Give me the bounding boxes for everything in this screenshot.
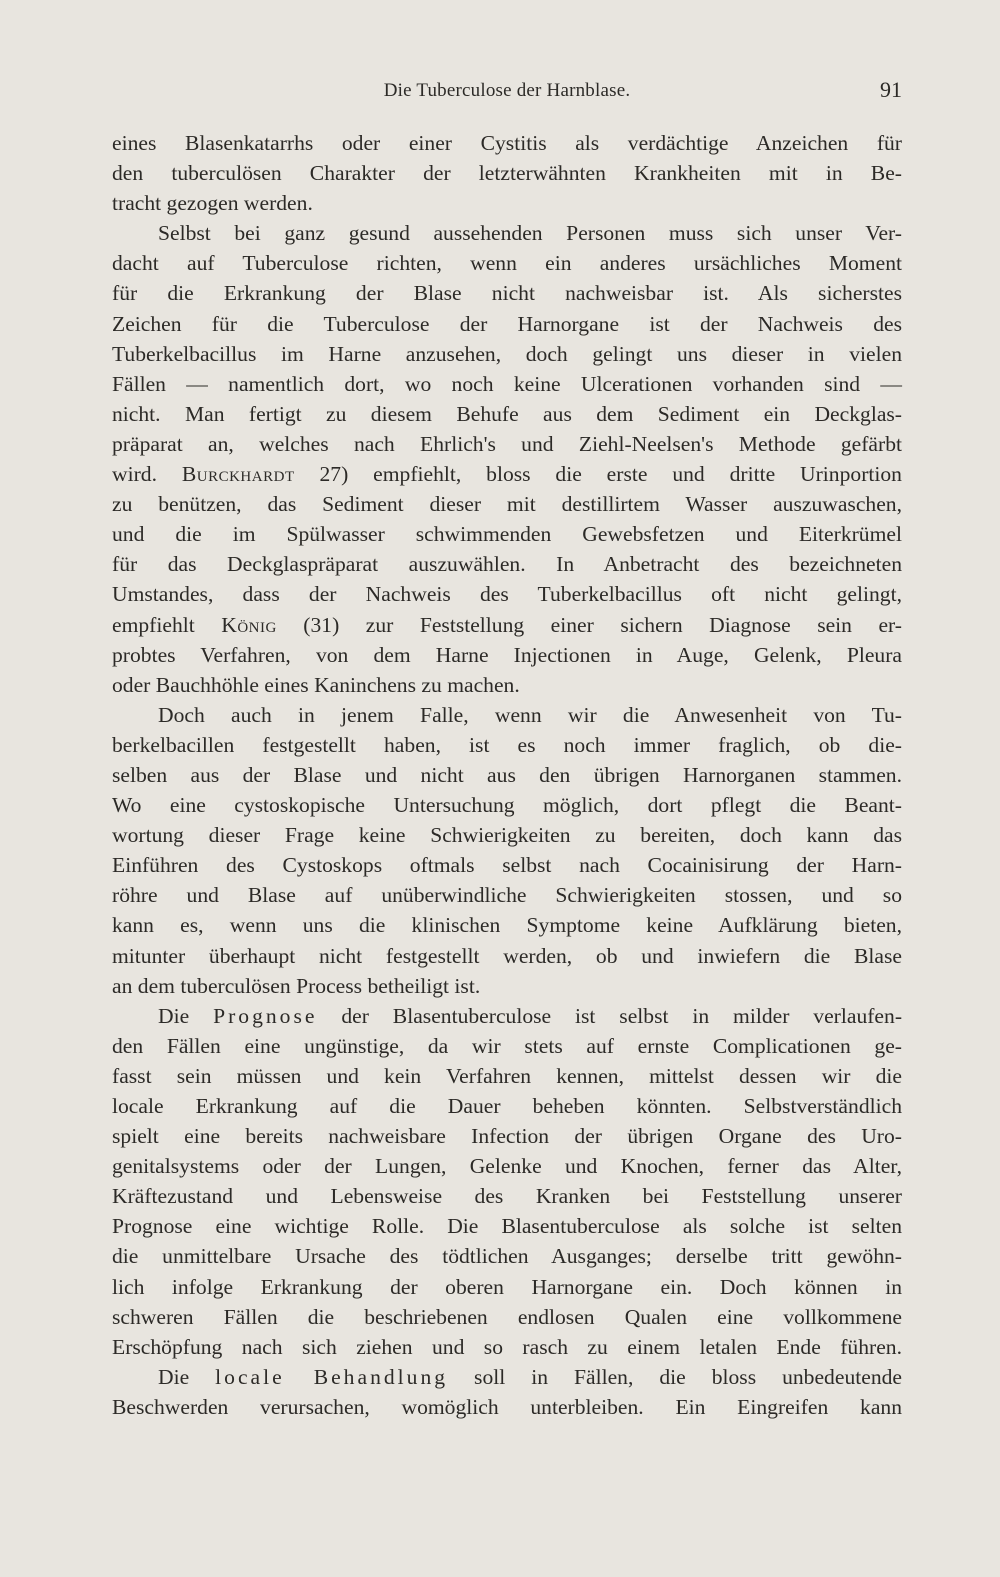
text-line: kann es, wenn uns die klinischen Symptome keine Aufklärung bieten,	[112, 913, 902, 938]
text-line: an dem tuberculösen Process betheiligt ist.	[112, 973, 481, 998]
text-line: spielt eine bereits nachweisbare Infection der übrigen Organe des Uro-	[112, 1124, 902, 1149]
text-run: 27) empfiehlt, bloss die erste und dritte Urinportion	[294, 462, 902, 487]
text-line: und die im Spülwasser schwimmenden Gewebsfetzen und Eiterkrümel	[112, 522, 902, 547]
text-run: (31) zur Feststellung einer sichern Diagnose sein er-	[276, 612, 902, 637]
text-line: oder Bauchhöhle eines Kaninchens zu machen.	[112, 672, 520, 697]
text-run: Die	[158, 1364, 216, 1389]
text-line: Tuberkelbacillus im Harne anzusehen, doch gelingt uns dieser in vielen	[112, 341, 902, 366]
text-line: zu benützen, das Sediment dieser mit destillirtem Wasser auszuwaschen,	[112, 492, 902, 517]
author-name: König	[221, 612, 277, 637]
text-run: der Blasentuberculose ist selbst in milder verlaufen-	[317, 1003, 903, 1028]
text-line	[112, 1001, 902, 1031]
text-line: Kräftezustand und Lebensweise des Kranken bei Feststellung unserer	[112, 1184, 902, 1209]
text-line: Umstandes, dass der Nachweis des Tuberkelbacillus oft nicht gelingt,	[112, 582, 902, 607]
text-line: lich infolge Erkrankung der oberen Harnorgane ein. Doch können in	[112, 1274, 902, 1299]
text-line: dacht auf Tuberculose richten, wenn ein anderes ursächliches Moment	[112, 251, 902, 276]
text-line: schweren Fällen die beschriebenen endlosen Qualen eine vollkommene	[112, 1304, 902, 1329]
text-line: die unmittelbare Ursache des tödtlichen Ausganges; derselbe tritt gewöhn-	[112, 1244, 902, 1269]
text-line: locale Erkrankung auf die Dauer beheben könnten. Selbstverständlich	[112, 1094, 902, 1118]
text-line: Fällen — namentlich dort, wo noch keine Ulcerationen vorhanden sind —	[112, 371, 902, 396]
text-line: Zeichen für die Tuberculose der Harnorgane ist der Nachweis des	[112, 311, 902, 336]
text-line: für das Deckglaspräparat auszuwählen. In Anbetracht des bezeichneten	[112, 552, 902, 577]
text-line: selben aus der Blase und nicht aus den übrigen Harnorganen stammen.	[112, 762, 902, 787]
text-line: fasst sein müssen und kein Verfahren kennen, mittelst dessen wir die	[112, 1063, 902, 1088]
text-line	[112, 1362, 902, 1392]
text-line: den tuberculösen Charakter der letzterwähnten Krankheiten mit in Be-	[112, 161, 902, 186]
text-line: probtes Verfahren, von dem Harne Injectionen in Auge, Gelenk, Pleura	[112, 642, 902, 667]
text-line: berkelbacillen festgestellt haben, ist es noch immer fraglich, ob die-	[112, 732, 902, 757]
text-line: Erschöpfung nach sich ziehen und so rasch zu einem letalen Ende führen.	[112, 1334, 902, 1359]
text-line: Wo eine cystoskopische Untersuchung möglich, dort pflegt die Beant-	[112, 793, 902, 818]
spaced-term: locale Behandlung	[215, 1364, 449, 1389]
text-line: eines Blasenkatarrhs oder einer Cystitis als verdächtige Anzeichen für	[112, 131, 902, 155]
text-line: Einführen des Cystoskops oftmals selbst nach Cocainisirung der Harn-	[112, 853, 902, 878]
text-line: für die Erkrankung der Blase nicht nachweisbar ist. Als sicherstes	[112, 281, 902, 306]
text-line: Doch auch in jenem Falle, wenn wir die Anwesenheit von Tu-	[158, 702, 902, 727]
page-number: 91	[880, 77, 902, 102]
text-line	[112, 610, 902, 640]
text-line: wortung dieser Frage keine Schwierigkeiten zu bereiten, doch kann das	[112, 823, 902, 848]
text-run: wird.	[112, 462, 182, 487]
text-line	[112, 459, 902, 489]
running-head	[112, 77, 902, 110]
text-line: tracht gezogen werden.	[112, 191, 313, 216]
running-title: Die Tuberculose der Harnblase.	[383, 80, 631, 101]
text-run: empfiehlt	[112, 612, 222, 637]
text-line: Prognose eine wichtige Rolle. Die Blasentuberculose als solche ist selten	[112, 1214, 902, 1239]
body-text	[112, 128, 902, 1422]
text-line: genitalsystems oder der Lungen, Gelenke und Knochen, ferner das Alter,	[112, 1154, 902, 1179]
text-line: mitunter überhaupt nicht festgestellt werden, ob und inwiefern die Blase	[112, 943, 902, 968]
text-line: röhre und Blase auf unüberwindliche Schwierigkeiten stossen, und so	[112, 883, 902, 908]
spaced-term: Prognose	[213, 1003, 318, 1028]
text-line: präparat an, welches nach Ehrlich's und Ziehl-Neelsen's Methode gefärbt	[112, 431, 902, 456]
text-run: Die	[158, 1003, 214, 1028]
text-line: den Fällen eine ungünstige, da wir stets auf ernste Complicationen ge-	[112, 1033, 902, 1058]
text-run: soll in Fällen, die bloss unbedeutende	[448, 1364, 902, 1389]
text-line: Beschwerden verursachen, womöglich unterbleiben. Ein Eingreifen kann	[112, 1394, 902, 1419]
author-name: Burckhardt	[181, 462, 295, 487]
text-line: nicht. Man fertigt zu diesem Behufe aus dem Sediment ein Deckglas-	[112, 401, 902, 426]
text-line: Selbst bei ganz gesund aussehenden Personen muss sich unser Ver-	[158, 221, 902, 246]
